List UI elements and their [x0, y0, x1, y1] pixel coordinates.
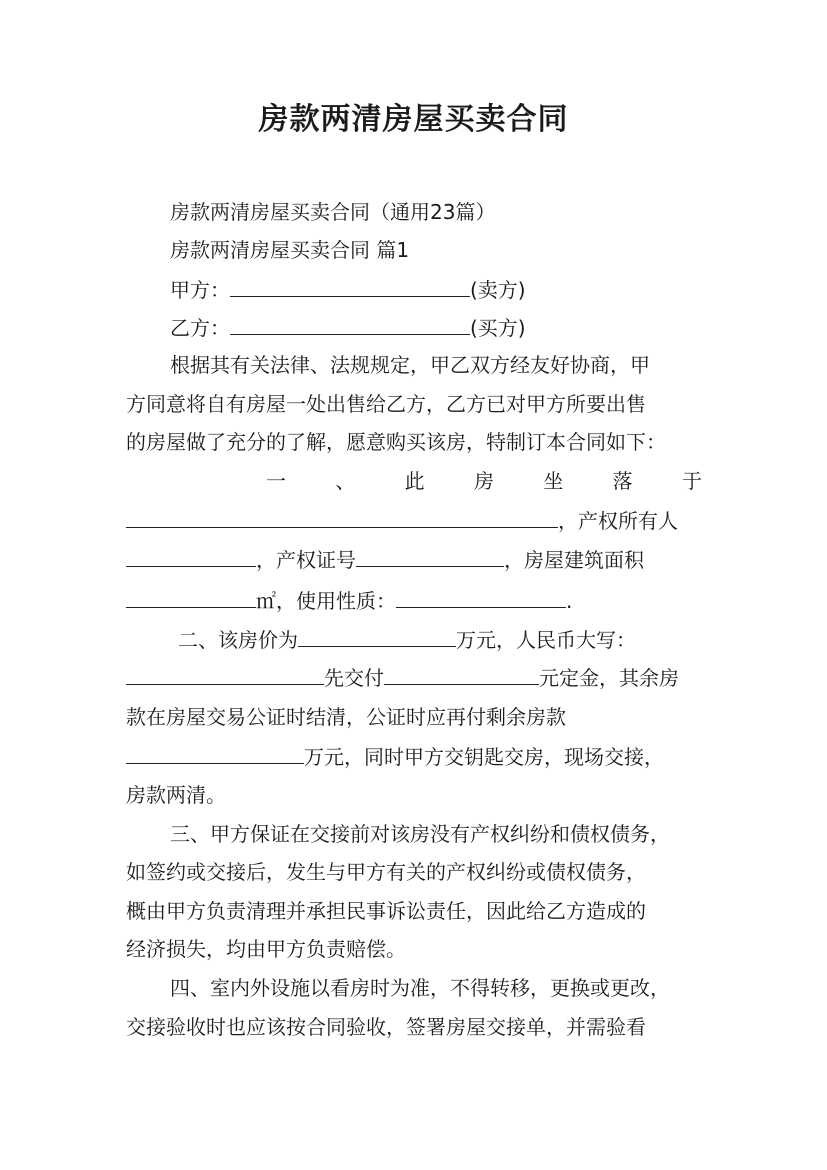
remaining-label: 万元，同时甲方交钥匙交房，现场交接，: [304, 745, 664, 769]
price-wan: 万元，人民币大写：: [456, 628, 636, 652]
clause2-line-4: [126, 741, 702, 772]
clause3-line-2: 如签约或交接后，发生与甲方有关的产权纠纷或债权债务，: [126, 860, 646, 884]
party-b-role: (买方): [470, 316, 526, 340]
price-label: 二、该房价为: [178, 628, 298, 652]
location-blank: [126, 505, 558, 528]
price-blank: [298, 624, 456, 647]
clause3-line-1: 三、甲方保证在交接前对该房没有产权纠纷和债权债务，: [170, 822, 670, 846]
clause1-heading: [266, 466, 702, 496]
party-a-line: [170, 274, 702, 305]
intro-line-3: 的房屋做了充分的了解，愿意购买该房，特制订本合同如下：: [126, 430, 666, 454]
clause2-line-1: [178, 624, 702, 655]
party-a-label: 甲方：: [170, 278, 230, 302]
party-a-role: (卖方): [470, 278, 526, 302]
clause2-line-3: 款在房屋交易公证时结清，公证时应再付剩余房款: [126, 705, 566, 729]
clause1-line-4: [126, 585, 702, 616]
clause1-char: 房: [473, 469, 494, 493]
clause1-char: 于: [681, 469, 702, 493]
clause1-end: .: [566, 589, 573, 613]
intro-line-2: 方同意将自有房屋一处出售给乙方，乙方已对甲方所要出售: [126, 392, 646, 416]
clause1-char: 落: [612, 469, 633, 493]
cert-blank: [356, 544, 504, 567]
area-blank: [126, 585, 256, 608]
clause2-line-2: [126, 662, 702, 693]
party-b-line: [170, 312, 702, 343]
clause3-line-4: 经济损失，均由甲方负责赔偿。: [126, 937, 406, 961]
clause2-line-5: 房款两清。: [126, 783, 226, 807]
area-label: ，房屋建筑面积: [504, 548, 644, 572]
deposit-label: 元定金，其余房: [539, 666, 679, 690]
party-b-label: 乙方：: [170, 316, 230, 340]
clause4-line-2: 交接验收时也应该按合同验收，签署房屋交接单，并需验看: [126, 1015, 646, 1039]
piece-heading: 房款两清房屋买卖合同 篇1: [170, 238, 410, 262]
clause1-char: 此: [404, 469, 425, 493]
clause3-line-3: 概由甲方负责清理并承担民事诉讼责任，因此给乙方造成的: [126, 899, 646, 923]
clause1-line-2: [126, 505, 702, 536]
intro-line-1: 根据其有关法律、法规规定，甲乙双方经友好协商，甲: [170, 353, 650, 377]
price-words-blank: [126, 662, 324, 685]
pay-first-label: 先交付: [324, 666, 384, 690]
clause1-char: 坐: [543, 469, 564, 493]
use-label: ㎡，使用性质：: [256, 589, 396, 613]
subtitle: 房款两清房屋买卖合同（通用23篇）: [170, 200, 496, 224]
document-title: 房款两清房屋买卖合同: [258, 102, 569, 137]
remaining-blank: [126, 741, 304, 764]
cert-label: ，产权证号: [256, 548, 356, 572]
party-a-blank: [230, 274, 470, 297]
clause1-line-3: [126, 544, 702, 575]
party-b-blank: [230, 312, 470, 335]
clause1-char: 一: [266, 469, 286, 493]
clause4-line-1: 四、室内外设施以看房时为准，不得转移，更换或更改，: [170, 976, 670, 1000]
owner-label: ，产权所有人: [558, 509, 678, 533]
deposit-blank: [384, 662, 539, 685]
owner-blank: [126, 544, 256, 567]
clause1-char: 、: [335, 469, 356, 493]
use-blank: [396, 585, 566, 608]
